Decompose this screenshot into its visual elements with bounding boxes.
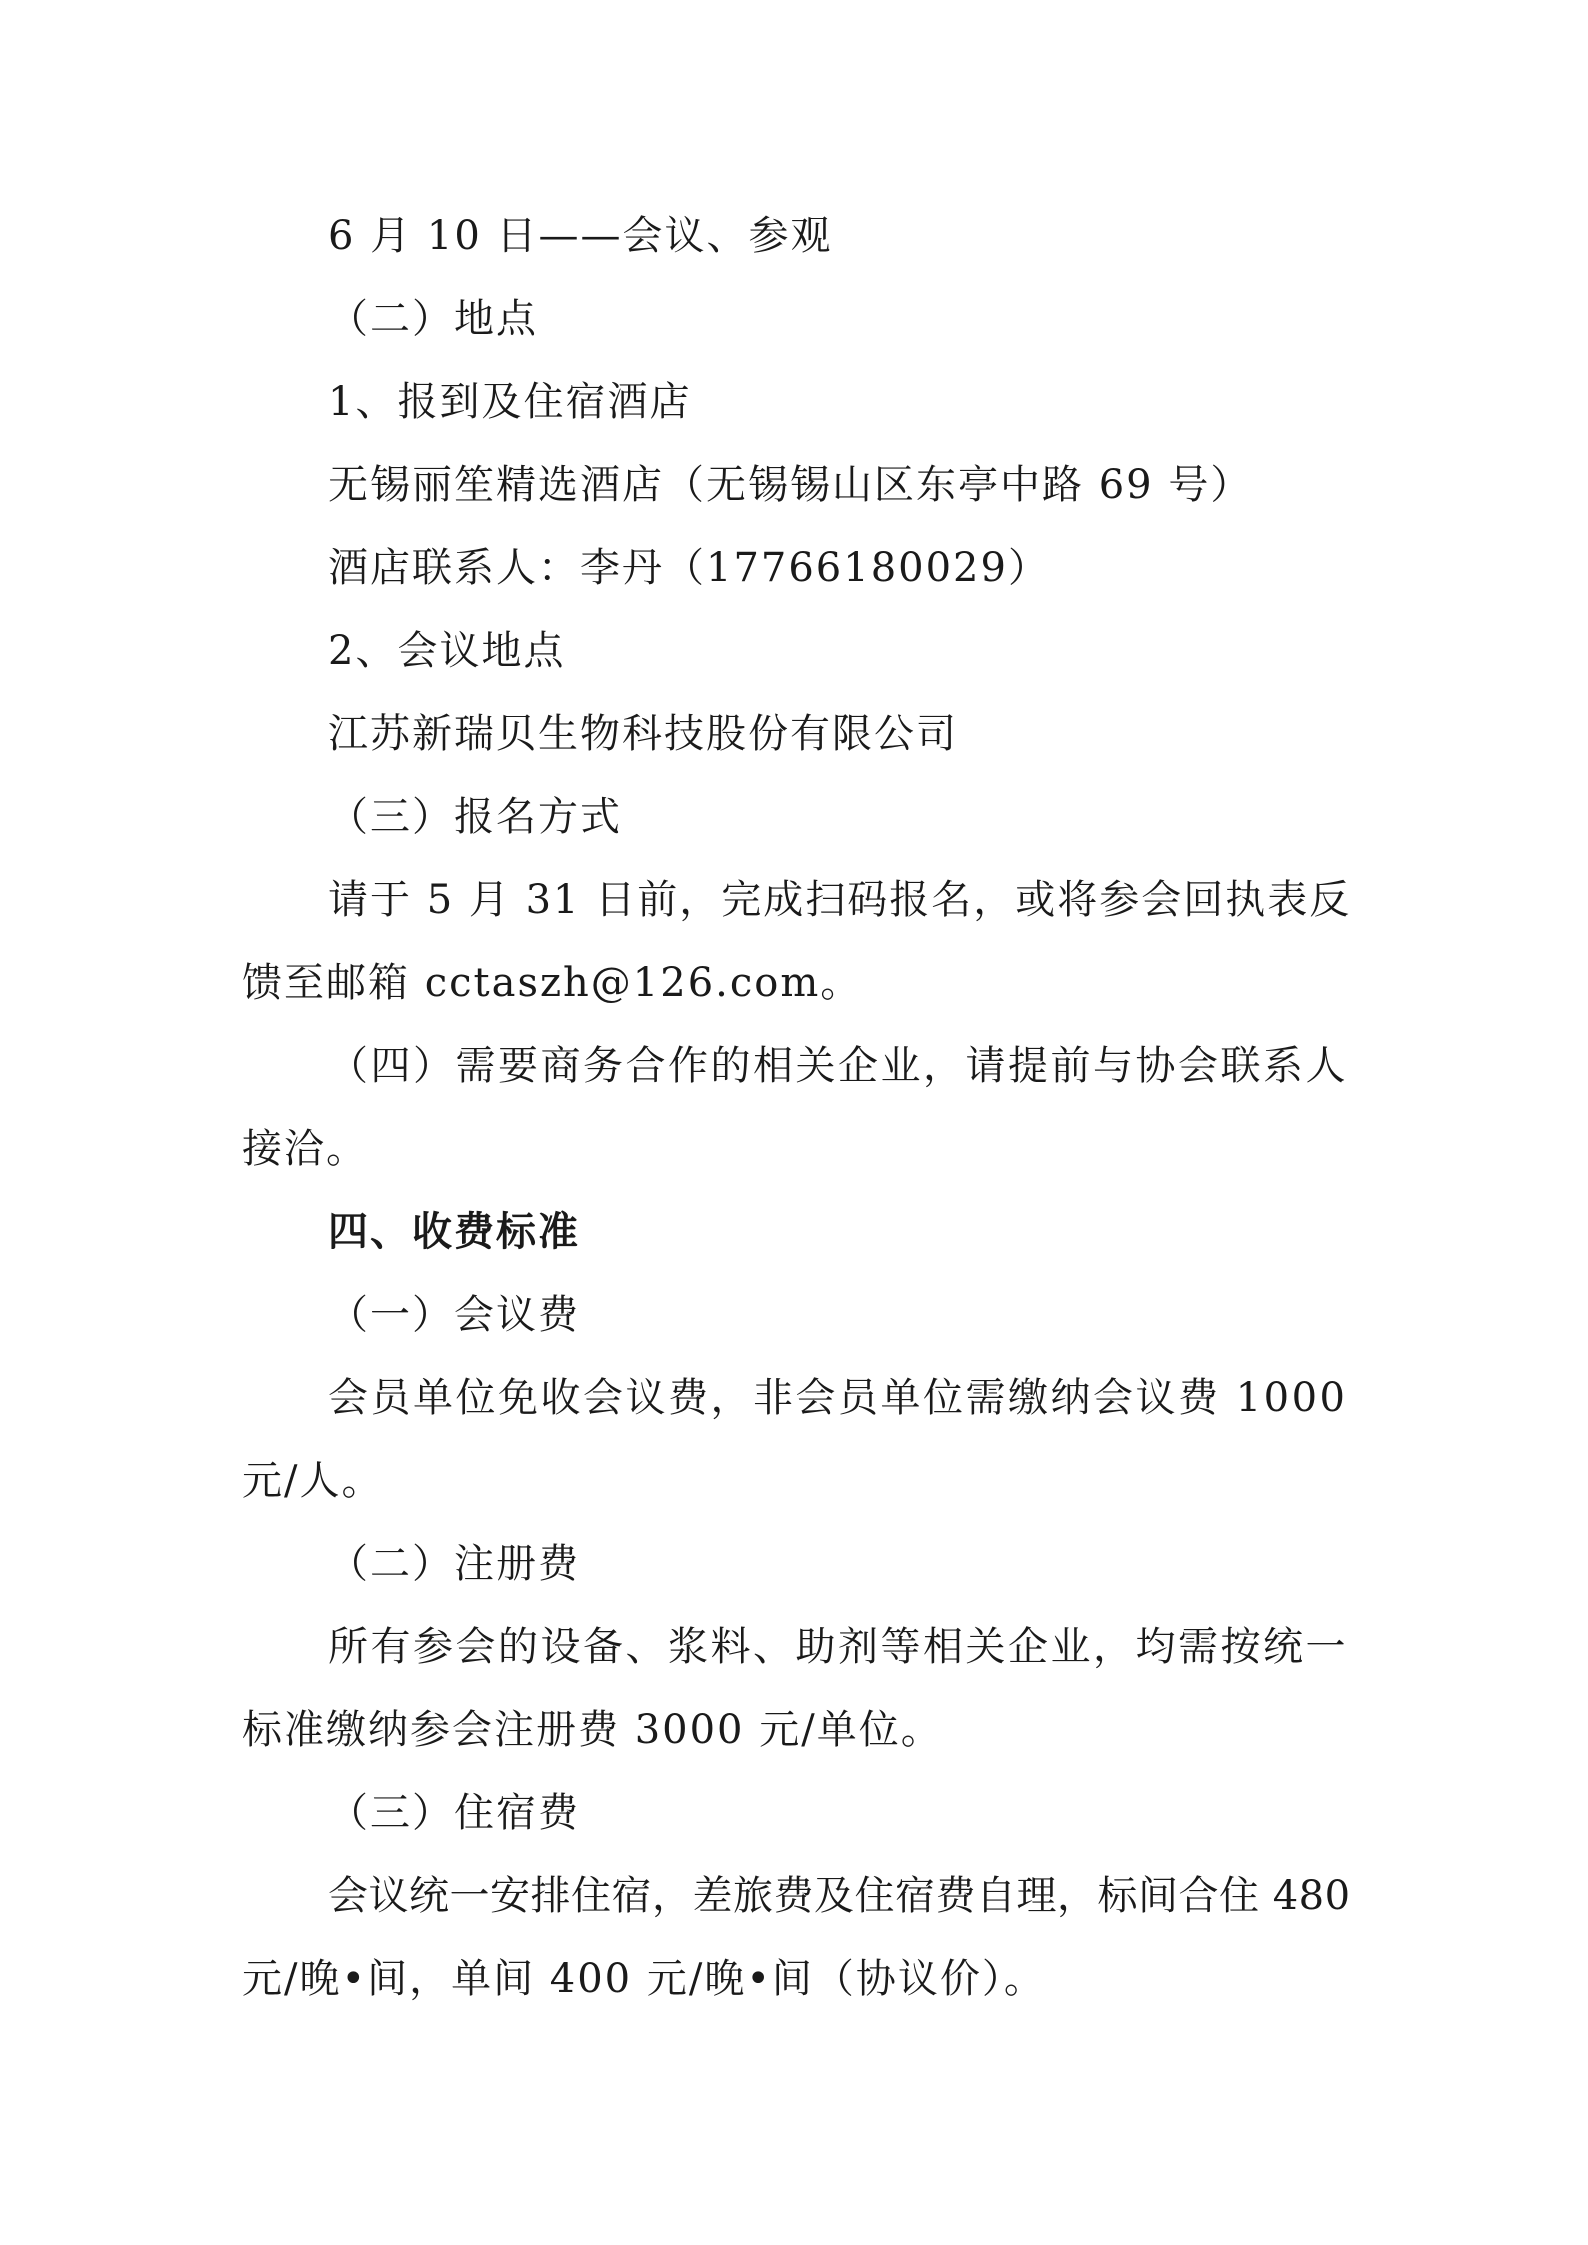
subsection-heading-lodging-fee: （三）住宿费 [328,1790,580,1836]
meeting-fee-line-2: 元/人。 [242,1458,384,1504]
hotel-contact: 酒店联系人：李丹（17766180029） [328,545,1050,591]
section-heading-fees: 四、收费标准 [328,1209,580,1255]
registration-fee-line-2: 标准缴纳参会注册费 3000 元/单位。 [242,1707,943,1753]
item-heading-venue: 2、会议地点 [328,628,566,674]
business-paragraph-line-2: 接洽。 [242,1126,368,1172]
subsection-heading-location: （二）地点 [328,296,538,342]
subsection-heading-registration-fee: （二）注册费 [328,1541,580,1587]
registration-paragraph-line-2: 馈至邮箱 cctaszh@126.com。 [242,960,863,1006]
schedule-line: 6 月 10 日——会议、参观 [328,213,833,259]
lodging-fee-line-2: 元/晚•间，单间 400 元/晚•间（协议价）。 [242,1956,1046,2002]
meeting-fee-line-1: 会员单位免收会议费，非会员单位需缴纳会议费 1000 [328,1375,1348,1421]
subsection-heading-meeting-fee: （一）会议费 [328,1292,580,1338]
venue-name: 江苏新瑞贝生物科技股份有限公司 [328,711,958,757]
subsection-heading-registration: （三）报名方式 [328,794,622,840]
hotel-address: 无锡丽笙精选酒店（无锡锡山区东亭中路 69 号） [328,462,1253,508]
registration-paragraph-line-1: 请于 5 月 31 日前，完成扫码报名，或将参会回执表反 [328,877,1352,923]
registration-fee-line-1: 所有参会的设备、浆料、助剂等相关企业，均需按统一 [328,1624,1348,1670]
lodging-fee-line-1: 会议统一安排住宿，差旅费及住宿费自理，标间合住 480 [328,1873,1351,1919]
business-paragraph-line-1: （四）需要商务合作的相关企业，请提前与协会联系人 [328,1043,1348,1089]
item-heading-hotel: 1、报到及住宿酒店 [328,379,692,425]
